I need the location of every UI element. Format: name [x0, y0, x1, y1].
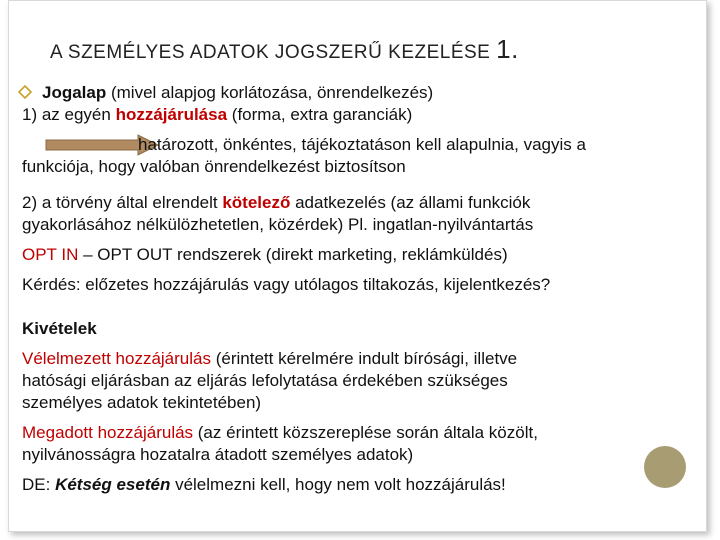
item-2-prefix: 2) a törvény által elrendelt [22, 193, 223, 212]
slide-title [50, 34, 670, 65]
opt-in-label: OPT IN [22, 245, 79, 264]
item-2-suffix: adatkezelés (az állami funkciók [290, 193, 531, 212]
presumed-consent-line-3: személyes adatok tekintetében) [22, 393, 262, 412]
legal-basis-label: Jogalap [42, 83, 107, 102]
de-suffix: vélelmezni kell, hogy nem volt hozzájárulás! [170, 475, 506, 494]
title-main: A SZEMÉLYES ADATOK JOGSZERŰ KEZELÉSE [50, 42, 491, 63]
de-prefix: DE: [22, 475, 56, 494]
item-2-highlight: kötelező [222, 193, 291, 212]
legal-basis-bullet [22, 82, 692, 104]
arrow-line [22, 134, 692, 156]
item-2-line-2: gyakorlásához nélkülözhetetlen, közérdek) Pl. ingatlan-nyilvántartás [22, 215, 534, 234]
presumed-consent-label: Vélelmezett hozzájárulás [22, 349, 211, 368]
question-line: Kérdés: előzetes hozzájárulás vagy utólagos tiltakozás, kijelentkezés? [22, 275, 551, 294]
opt-rest: – OPT OUT rendszerek (direkt marketing, reklámküldés) [78, 245, 508, 264]
item-2 [22, 192, 692, 214]
de-line [22, 474, 692, 496]
item-1-highlight: hozzájárulása [115, 105, 228, 124]
de-emphasis: Kétség esetén [55, 475, 171, 494]
given-consent-label: Megadott hozzájárulás [22, 423, 194, 442]
decorative-circle [644, 446, 686, 488]
exceptions-heading: Kivételek [22, 319, 97, 338]
presumed-consent [22, 348, 692, 370]
opt-line [22, 244, 692, 266]
presumed-consent-text: (érintett kérelmére indult bírósági, illetve [210, 349, 518, 368]
given-consent [22, 422, 692, 444]
item-1-prefix: 1) az egyén [22, 105, 116, 124]
arrow-text-line-1: határozott, önkéntes, tájékoztatáson kell alapulnia, vagyis a [138, 135, 586, 154]
given-consent-line-2: nyilvánosságra hozatalra átadott személyes adatok) [22, 445, 414, 464]
legal-basis-text: (mivel alapjog korlátozása, önrendelkezés) [106, 83, 434, 102]
title-number: 1. [496, 34, 519, 64]
item-1-suffix: (forma, extra garanciák) [227, 105, 413, 124]
item-1 [22, 104, 692, 126]
given-consent-text: (az érintett közszereplése során általa közölt, [193, 423, 538, 442]
arrow-text-line-2: funkciója, hogy valóban önrendelkezést biztosítson [22, 157, 406, 176]
diamond-outline-icon [18, 85, 32, 99]
slide-content [22, 82, 692, 496]
presumed-consent-line-2: hatósági eljárásban az eljárás lefolytatása érdekében szükséges [22, 371, 508, 390]
